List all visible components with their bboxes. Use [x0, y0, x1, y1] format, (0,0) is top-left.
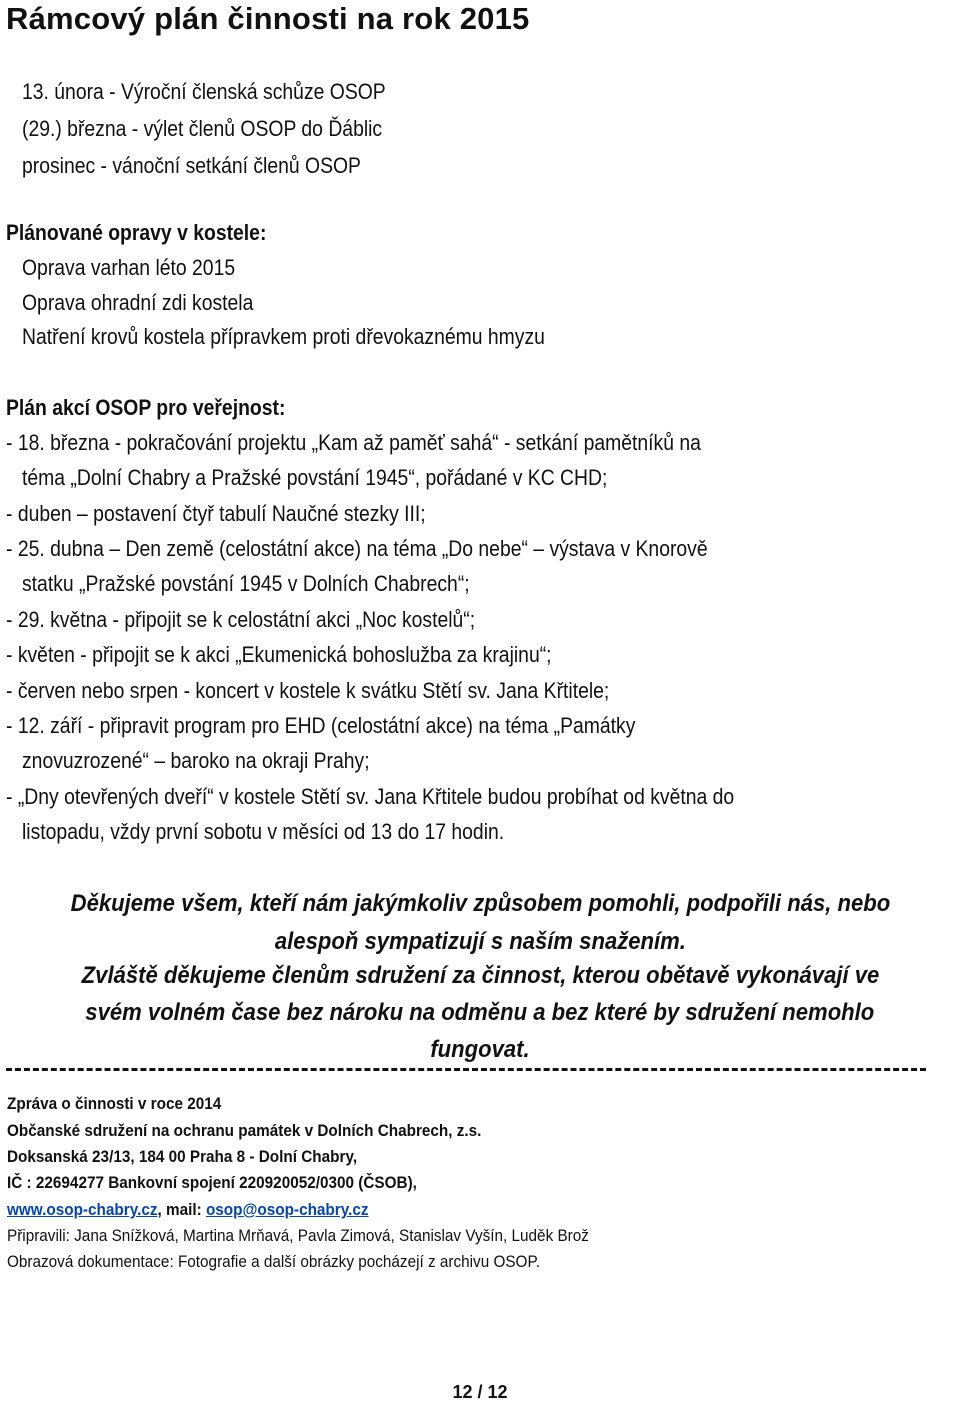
- plan-line: - červen nebo srpen - koncert v kostele k svátku Stětí sv. Jana Křtitele;: [6, 678, 610, 703]
- org-ids: IČ : 22694277 Bankovní spojení 220920052/0300 (ČSOB),: [7, 1173, 417, 1192]
- plan-line: listopadu, vždy první sobotu v měsíci od 13 do 17 hodin.: [22, 819, 505, 844]
- repair-item: Natření krovů kostela přípravkem proti dřevokaznému hmyzu: [22, 324, 545, 349]
- thanks-line: svém volném čase bez nároku na odměnu a bez které by sdružení nemohlo: [85, 999, 875, 1026]
- org-name: Občanské sdružení na ochranu památek v Dolních Chabrech, z.s.: [7, 1121, 482, 1140]
- report-title: Zpráva o činnosti v roce 2014: [7, 1094, 222, 1113]
- plan-line: - „Dny otevřených dveří“ v kostele Stětí sv. Jana Křtitele budou probíhat od května do: [6, 784, 735, 809]
- repairs-heading: Plánované opravy v kostele:: [6, 220, 267, 245]
- plan-line: - 18. března - pokračování projektu „Kam až paměť sahá“ - setkání pamětníků na: [6, 430, 701, 455]
- repair-item: Oprava varhan léto 2015: [22, 255, 236, 280]
- repair-item: Oprava ohradní zdi kostela: [22, 290, 254, 315]
- org-address: Doksanská 23/13, 184 00 Praha 8 - Dolní Chabry,: [7, 1147, 358, 1166]
- thanks-line: alespoň sympatizují s naším snažením.: [274, 928, 686, 955]
- contact-line: [7, 1198, 369, 1222]
- plan-line: - 12. září - připravit program pro EHD (celostátní akce) na téma „Památky: [6, 713, 636, 738]
- thanks-line: fungovat.: [430, 1036, 530, 1063]
- plan-line: znovuzrozené“ – baroko na okraji Prahy;: [22, 748, 370, 773]
- mail-label: , mail:: [157, 1200, 206, 1219]
- public-plan-heading: Plán akcí OSOP pro veřejnost:: [6, 395, 286, 420]
- event-item: 13. února - Výroční členská schůze OSOP: [22, 79, 386, 104]
- plan-line: - duben – postavení čtyř tabulí Naučné stezky III;: [6, 501, 426, 526]
- page-title: Rámcový plán činnosti na rok 2015: [6, 1, 530, 36]
- separator-dashed-line: [6, 1068, 926, 1071]
- plan-line: téma „Dolní Chabry a Pražské povstání 1945“, pořádané v KC CHD;: [22, 465, 608, 490]
- website-link[interactable]: www.osop-chabry.cz: [7, 1200, 158, 1219]
- email-link[interactable]: osop@osop-chabry.cz: [205, 1200, 369, 1219]
- photo-credit: Obrazová dokumentace: Fotografie a další obrázky pocházejí z archivu OSOP.: [7, 1252, 540, 1271]
- event-item: prosinec - vánoční setkání členů OSOP: [22, 153, 361, 178]
- thanks-line: Děkujeme všem, kteří nám jakýmkoliv způsobem pomohli, podpořili nás, nebo: [70, 890, 890, 917]
- plan-line: - květen - připojit se k akci „Ekumenická bohoslužba za krajinu“;: [6, 642, 552, 667]
- plan-line: - 25. dubna – Den země (celostátní akce) na téma „Do nebe“ – výstava v Knorově: [6, 536, 708, 561]
- plan-line: statku „Pražské povstání 1945 v Dolních Chabrech“;: [22, 571, 470, 596]
- plan-line: - 29. května - připojit se k celostátní akci „Noc kostelů“;: [6, 607, 476, 632]
- prepared-by: Připravili: Jana Snížková, Martina Mrňavá, Pavla Zimová, Stanislav Vyšín, Luděk Brož: [7, 1226, 589, 1245]
- thanks-line: Zvláště děkujeme členům sdružení za činnost, kterou obětavě vykonávají ve: [81, 962, 879, 989]
- event-item: (29.) března - výlet členů OSOP do Ďáblic: [22, 116, 383, 141]
- page-number: 12 / 12: [452, 1382, 508, 1402]
